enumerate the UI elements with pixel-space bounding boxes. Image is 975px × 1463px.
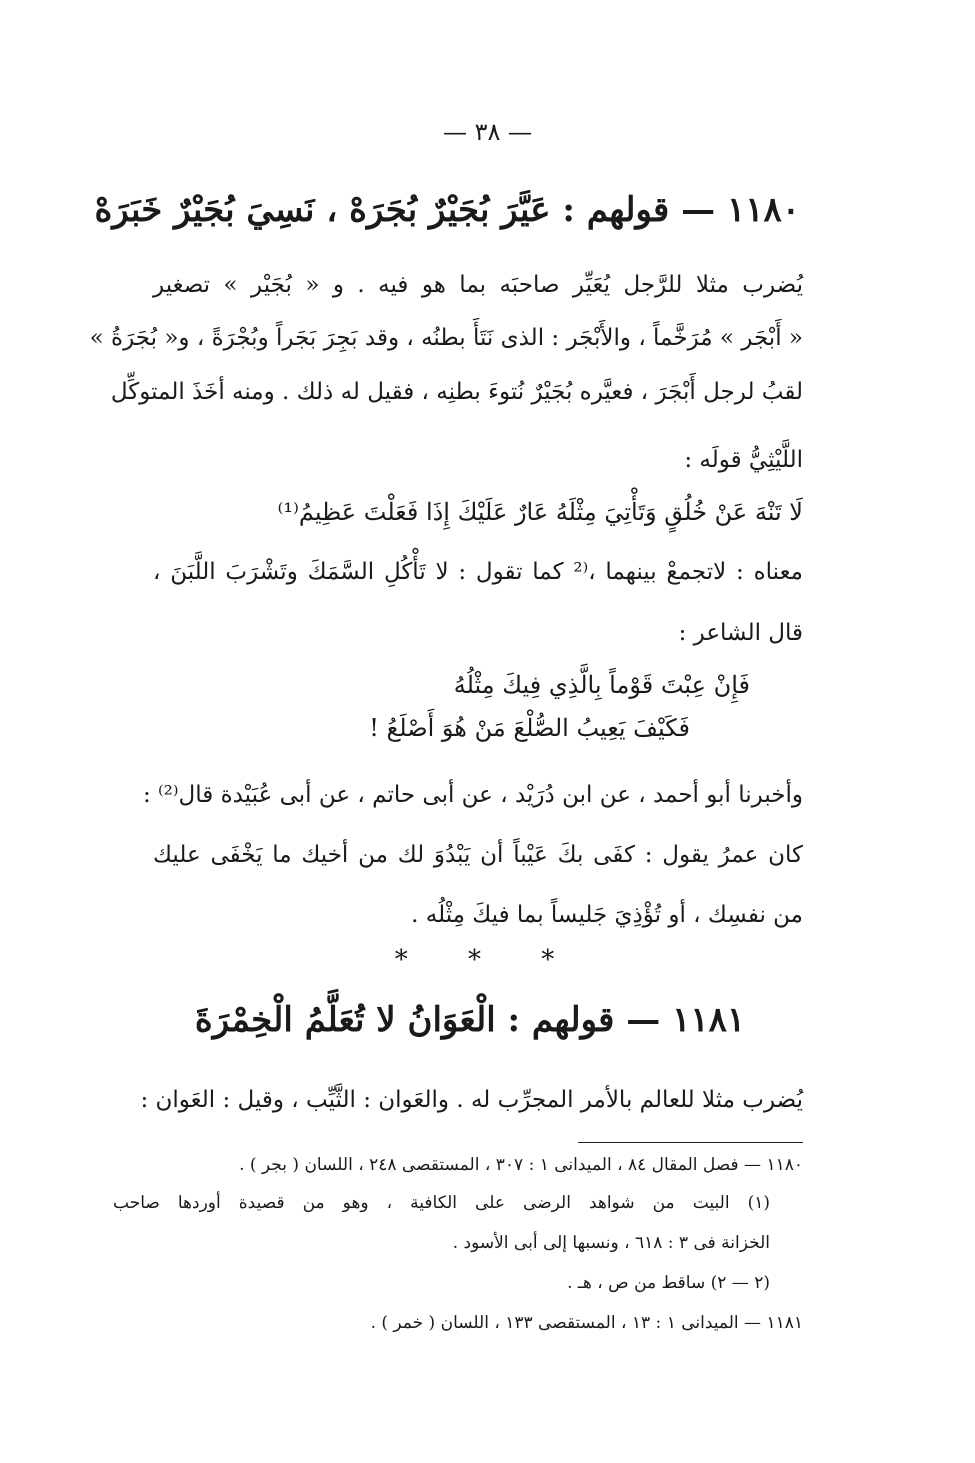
poet-intro: قال الشاعر :: [678, 620, 803, 646]
section-separator: * * *: [394, 945, 581, 975]
footnote-rule: [578, 1142, 803, 1143]
entry-1181-line-1: يُضرب مثلا للعالم بالأمر المجرِّب له . والعَوان : الثَّيِّب ، وقيل : العَوان :: [140, 1087, 803, 1113]
narration-line-2: كان عمرُ يقول : كفَى بكَ عَيْباً أن يَبْدُوَ لك من أخيك ما يَخْفَى عليك: [153, 842, 803, 868]
footnote-1-continued: الخزانة فى ٣ : ٦١٨ ، ونسبها إلى أبى الأسود .: [452, 1233, 770, 1253]
narration-line-1: وأخبرنا أبو أحمد ، عن ابن دُرَيْد ، عن أبى حاتم ، عن أبى عُبَيْدة قال⁽²⁾ :: [142, 782, 803, 808]
explanation-line: معناه : لاتجمعْ بينهما ،⁽² كما تقول : لا تَأْكُلِ السَّمَكَ وتَشْرَبَ اللَّبَنَ ،: [153, 559, 803, 585]
footnote-1: (١) البيت من شواهد الرضى على الكافية ، وهو من قصيدة أوردها صاحب: [113, 1193, 770, 1213]
entry-1180-heading: ١١٨٠ — قولهم : عَيَّرَ بُجَيْرٌ بُجَرَهْ ، نَسِيَ بُجَيْرٌ خَبَرَهْ: [94, 190, 800, 230]
footnote-1180-sources: ١١٨٠ — فصل المقال ٨٤ ، الميدانى ١ : ٣٠٧ ، المستقصى ٢٤٨ ، اللسان ( بجر ) .: [239, 1155, 803, 1175]
narration-line-3: من نفسِك ، أو تُؤْذِيَ جَليساً بما فيكَ مِثْلُه .: [411, 902, 803, 928]
entry-1180-line-2: « أَبْجَر » مُرَخَّماً ، والأَبْجَر : الذى نَتَأَ بطنُه ، وقد بَجِرَ بَجَراً وبُجْرَةً ، و« بُجَرَةُ »: [89, 325, 803, 351]
footnote-1181-sources: ١١٨١ — الميدانى ١ : ١٣ ، المستقصى ١٣٣ ، اللسان ( خمر ) .: [370, 1313, 803, 1333]
entry-1180-line-3: لقبُ لرجل أَبْجَرَ ، فعيَّره بُجَيْرٌ نُتوءَ بطنِه ، فقيل له ذلك . ومنه أخَذَ المتوكِّل: [110, 379, 803, 405]
verse-1: لَا تَنْهَ عَنْ خُلُقٍ وَتَأْتِيَ مِثْلَهُ عَارٌ عَلَيْكَ إِذَا فَعَلْتَ عَظِيمُ⁽¹⁾: [277, 498, 803, 526]
verse-2-second-hemistich: فَكَيْفَ يَعِيبُ الصُّلْعَ مَنْ هُوَ أَصْلَعُ !: [369, 714, 690, 742]
verse-2-first-hemistich: فَإِنْ عِبْتَ قَوْماً بِالَّذِي فِيكَ مِثْلُهُ: [453, 671, 750, 699]
entry-1180-line-4: اللَّيْثِيُّ قولَه :: [684, 447, 803, 473]
footnote-2: (٢ — ٢) ساقط من ص ، هـ .: [567, 1273, 770, 1293]
entry-1181-heading: ١١٨١ — قولهم : الْعَوَانُ لا تُعَلَّمُ الْخِمْرَةَ: [194, 1000, 746, 1040]
entry-1180-line-1: يُضرب مثلا للرَّجل يُعَيِّر صاحبَه بما هو فيه . و « بُجَيْر » تصغير: [153, 272, 803, 298]
page-number: — ٣٨ —: [442, 118, 533, 146]
